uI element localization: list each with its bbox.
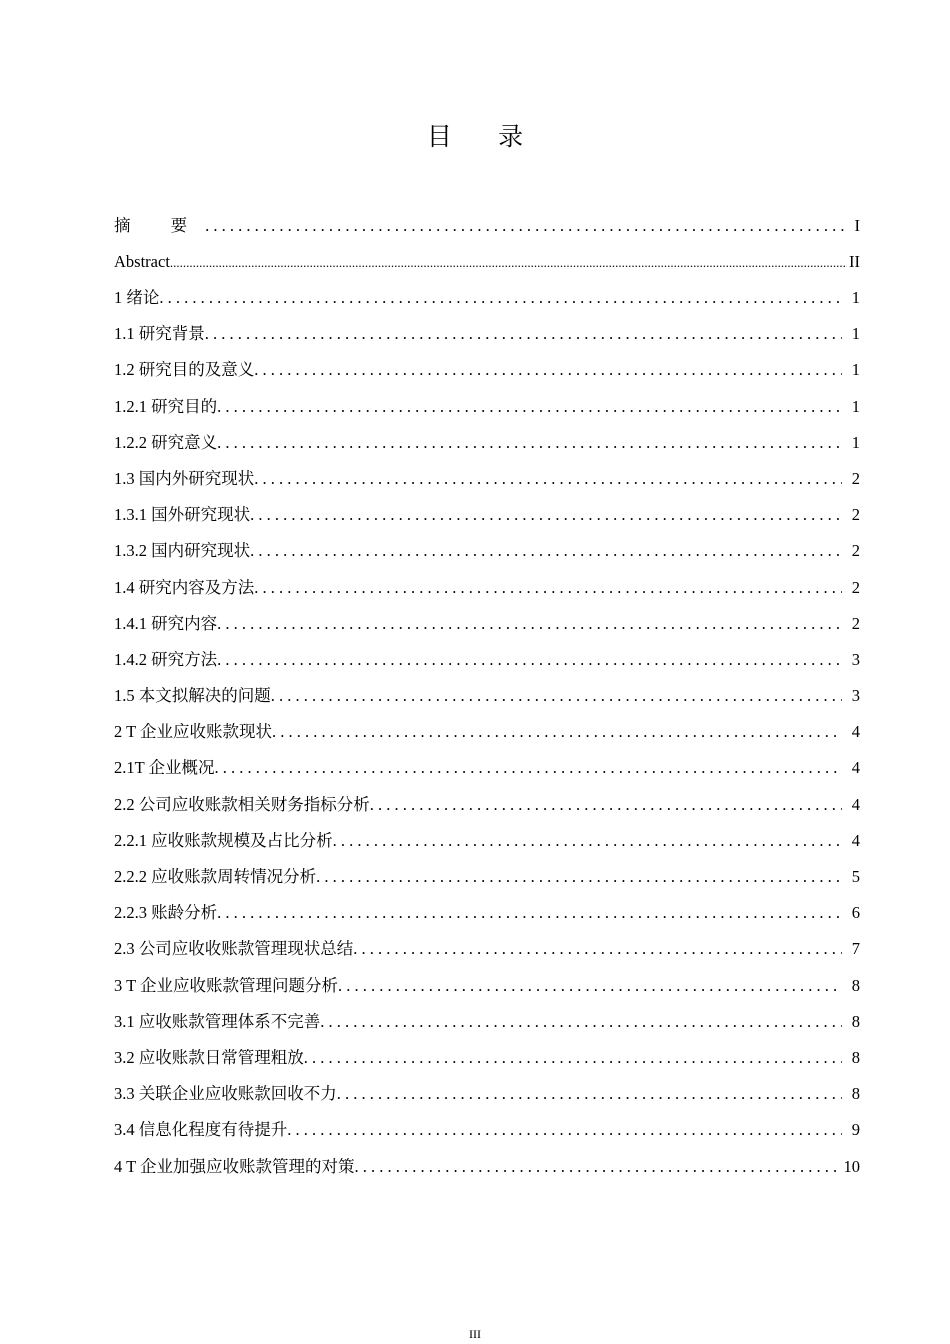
toc-entry-page: 4	[851, 758, 860, 778]
toc-entry-label: 2.2.1 应收账款规模及占比分析	[114, 830, 333, 850]
toc-leader-dots	[250, 497, 842, 533]
toc-entry[interactable]	[114, 352, 860, 388]
toc-entry-label: 3 T 企业应收账款管理问题分析	[114, 975, 338, 995]
toc-entry[interactable]	[114, 642, 860, 678]
toc-entry-page: 4	[851, 722, 860, 742]
toc-entry-label: 1.3 国内外研究现状	[114, 468, 255, 488]
toc-entry-page: 7	[851, 939, 860, 959]
toc-entry-label: 2.2.3 账龄分析	[114, 903, 218, 923]
toc-entry-page: 4	[851, 830, 860, 850]
toc-leader-dots	[370, 787, 842, 823]
toc-entry[interactable]	[114, 1040, 860, 1076]
footer-page-number: III	[469, 1327, 481, 1341]
toc-leader-dots	[217, 606, 842, 642]
toc-leader-dots	[217, 895, 842, 931]
toc-entry[interactable]	[114, 750, 860, 786]
toc-entry-page: 8	[851, 975, 860, 995]
toc-entry-page: 3	[851, 649, 860, 669]
toc-entry-label: 2.2 公司应收账款相关财务指标分析	[114, 794, 370, 814]
toc-entry[interactable]	[114, 823, 860, 859]
toc-entry-page: 2	[851, 613, 860, 633]
toc-leader-dots	[316, 859, 842, 895]
toc-entry-page: 1	[851, 324, 860, 344]
toc-entry-label: 2.2.2 应收账款周转情况分析	[114, 867, 317, 886]
toc-entry-abstract-en[interactable]	[114, 244, 860, 280]
toc-entry-label: 1.2 研究目的及意义	[114, 360, 255, 380]
toc-leader-dots	[320, 1004, 842, 1040]
toc-leader-dots	[353, 931, 842, 967]
toc-entry[interactable]	[114, 316, 860, 352]
toc-entry-label: 摘 要	[114, 216, 206, 235]
toc-entry-page: 2	[851, 541, 860, 561]
toc-entry-label: 1.4.2 研究方法	[114, 649, 218, 669]
toc-entry[interactable]	[114, 931, 860, 967]
toc-leader-dots	[205, 316, 842, 352]
toc-entry-label: 1.3.1 国外研究现状	[114, 505, 251, 525]
toc-leader-dots	[338, 968, 842, 1004]
toc-entry[interactable]	[114, 714, 860, 750]
toc-leader-dots	[272, 714, 842, 750]
toc-entry-label: 2.1T 企业概况	[114, 758, 215, 778]
toc-entry[interactable]	[114, 1004, 860, 1040]
toc-entry-label: 1.3.2 国内研究现状	[114, 541, 251, 561]
toc-leader-dots	[170, 244, 847, 281]
toc-entry-page: 9	[851, 1120, 860, 1140]
toc-leader-dots	[159, 280, 842, 316]
toc-entry-page: 8	[851, 1011, 860, 1031]
toc-entry-label: 3.2 应收账款日常管理粗放	[114, 1047, 304, 1067]
toc-entry-page: 6	[851, 903, 860, 923]
toc-entry-page: 1	[851, 396, 860, 416]
toc-entry-label: Abstract	[114, 252, 170, 271]
toc-entry-page: 4	[851, 794, 860, 814]
toc-entry-label: 1.2.1 研究目的	[114, 396, 218, 416]
toc-entry[interactable]	[114, 1076, 860, 1112]
toc-entry[interactable]	[114, 1149, 860, 1185]
toc-entry-page: 8	[851, 1047, 860, 1067]
toc-entry[interactable]	[114, 389, 860, 425]
toc-entry[interactable]	[114, 895, 860, 931]
toc-entry-label: 1.4 研究内容及方法	[114, 577, 255, 597]
toc-entry[interactable]	[114, 570, 860, 606]
toc-entry[interactable]	[114, 1112, 860, 1148]
toc-leader-dots	[250, 533, 842, 569]
toc-leader-dots	[217, 642, 842, 678]
toc-entry-page: I	[854, 216, 860, 235]
toc-entry-label: 1.5 本文拟解决的问题	[114, 686, 271, 706]
toc-entry-label: 4 T 企业加强应收账款管理的对策	[114, 1156, 355, 1176]
toc-entry[interactable]	[114, 678, 860, 714]
toc-entry[interactable]	[114, 787, 860, 823]
toc-entry-label: 2.3 公司应收收账款管理现状总结	[114, 939, 354, 959]
toc-entry-page: 5	[851, 867, 860, 886]
toc-entry-label: 1.2.2 研究意义	[114, 432, 218, 452]
toc-leader-dots	[287, 1112, 842, 1148]
toc-leader-dots	[217, 389, 842, 425]
toc-leader-dots	[254, 461, 842, 497]
toc-entry-page: 1	[851, 288, 860, 307]
toc-entry-page: 3	[851, 686, 860, 706]
toc-leader-dots	[354, 1149, 835, 1185]
toc-entry-label: 1.1 研究背景	[114, 324, 205, 344]
toc-entry-page: II	[849, 252, 860, 271]
toc-entry-page: 2	[851, 577, 860, 597]
toc-entry[interactable]	[114, 497, 860, 533]
toc-entry-label: 3.4 信息化程度有待提升	[114, 1120, 288, 1140]
toc-leader-dots	[215, 750, 842, 786]
toc-entry-label: 3.1 应收账款管理体系不完善	[114, 1011, 321, 1031]
toc-entry-label: 1 绪论	[114, 288, 160, 307]
toc-leader-dots	[271, 678, 842, 714]
toc-leader-dots	[254, 352, 842, 388]
toc-entry-abstract-cn[interactable]	[114, 208, 860, 244]
page-title: 目 录	[426, 124, 544, 151]
toc-entry[interactable]	[114, 533, 860, 569]
toc-entry-page: 1	[851, 360, 860, 380]
toc-entry[interactable]	[114, 280, 860, 316]
toc-entry[interactable]	[114, 606, 860, 642]
toc-entry-page: 2	[851, 505, 860, 525]
toc-entry[interactable]	[114, 968, 860, 1004]
table-of-contents	[114, 208, 860, 1185]
toc-entry-label: 1.4.1 研究内容	[114, 613, 218, 633]
toc-leader-dots	[217, 425, 842, 461]
toc-entry-label: 2 T 企业应收账款现状	[114, 722, 272, 742]
toc-entry[interactable]	[114, 461, 860, 497]
toc-entry-label: 3.3 关联企业应收账款回收不力	[114, 1084, 337, 1104]
toc-entry[interactable]	[114, 859, 860, 895]
toc-entry-page: 8	[851, 1084, 860, 1104]
toc-leader-dots	[254, 570, 842, 606]
toc-leader-dots	[205, 208, 848, 244]
toc-leader-dots	[337, 1076, 842, 1112]
toc-entry-page: 2	[851, 468, 860, 488]
toc-entry-page: 1	[851, 432, 860, 452]
toc-entry-page: 10	[843, 1156, 860, 1176]
toc-entry[interactable]	[114, 425, 860, 461]
toc-leader-dots	[304, 1040, 842, 1076]
toc-leader-dots	[333, 823, 842, 859]
